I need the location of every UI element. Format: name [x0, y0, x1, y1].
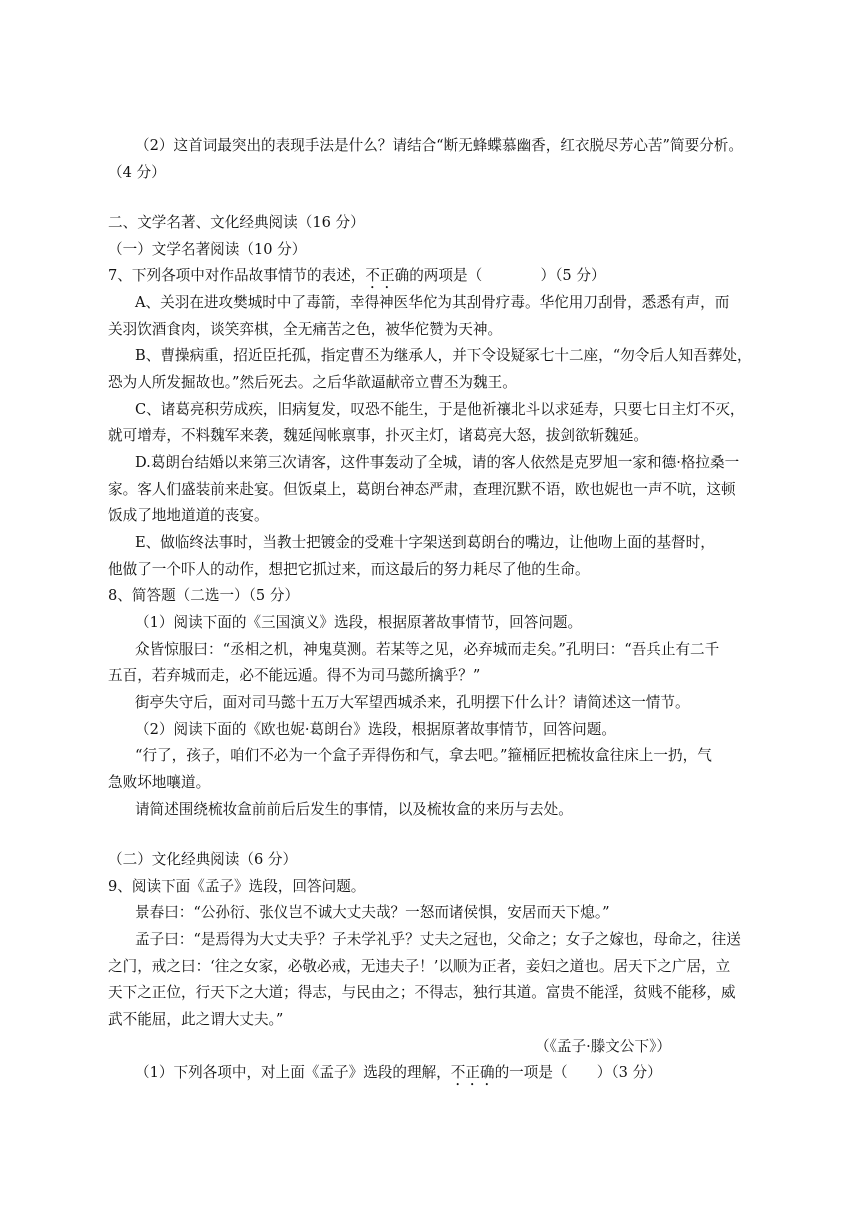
- q8-title: 8、简答题（二选一）（5 分）: [108, 587, 300, 604]
- q7-stem-a: 7、下列各项中对作品故事情节的表述，: [108, 267, 366, 284]
- q7-option-d-line1: D.葛朗台结婚以来第三次请客，这件事轰动了全城，请的客人依然是克罗旭一家和德·格拉桑一: [135, 454, 740, 471]
- q9-text-line5: 武不能屈，此之谓大丈夫。”: [108, 1011, 284, 1028]
- q9-source: （《孟子·滕文公下》）: [535, 1038, 671, 1055]
- q9-sub1-b: 的一项是（ ）（3 分）: [494, 1064, 662, 1081]
- section2-title: 二、文学名著、文化经典阅读（16 分）: [108, 214, 365, 231]
- q8-part1-question: 街亭失守后，面对司马懿十五万大军望西城杀来，孔明摆下什么计？请简述这一情节。: [135, 694, 690, 711]
- q6-sub2-line2: （4 分）: [108, 164, 166, 181]
- q7-option-c-line1: C、诸葛亮积劳成疾，旧病复发，叹恐不能生，于是他祈禳北斗以求延寿，只要七日主灯不灭，: [135, 401, 745, 418]
- q8-part2-intro: （2）阅读下面的《欧也妮·葛朗台》选段，根据原著故事情节，回答问题。: [135, 721, 616, 738]
- q8-part1-text-line2: 五百，若弃城而走，必不能远遁。得不为司马懿所擒乎？”: [108, 667, 481, 684]
- q7-option-b-line1: B、曹操病重，招近臣托孤，指定曹丕为继承人，并下令设疑冢七十二座，“勿令后人知吾葬处，: [135, 347, 752, 364]
- q7-option-e-line1: E、做临终法事时，当教士把镀金的受难十字架送到葛朗台的嘴边，让他吻上面的基督时，: [135, 534, 715, 551]
- q8-part2-text-line1: “行了，孩子，咱们不必为一个盒子弄得伤和气，拿去吧。”箍桶匠把梳妆盒往床上一扔，气: [135, 747, 712, 764]
- q9-sub1: [135, 1063, 756, 1089]
- q9-text-line2: 孟子曰：“是焉得为大丈夫乎？子未学礼乎？丈夫之冠也，父命之；女子之嫁也，母命之，往送: [135, 931, 741, 948]
- q8-part1-intro: （1）阅读下面的《三国演义》选段，根据原著故事情节，回答问题。: [135, 614, 583, 631]
- q8-part2-question: 请简述围绕梳妆盒前前后后发生的事情，以及梳妆盒的来历与去处。: [135, 801, 573, 818]
- part2-title: （二）文化经典阅读（6 分）: [108, 851, 298, 868]
- q7-option-e-line2: 他做了一个吓人的动作，想把它抓过来，而这最后的努力耗尽了他的生命。: [108, 561, 590, 578]
- q9-stem: 9、阅读下面《孟子》选段，回答问题。: [108, 878, 366, 895]
- q9-text-line4: 天下之正位，行天下之大道；得志，与民由之；不得志，独行其道。富贵不能淫，贫贱不能移，威: [108, 984, 736, 1001]
- q7-option-b-line2: 恐为人所发掘故也。”然后死去。之后华歆逼献帝立曹丕为魏王。: [108, 374, 517, 391]
- q7-stem: [108, 266, 756, 292]
- q8-part1-text-line1: 众皆惊服曰：“丞相之机，神鬼莫测。若某等之见，必弃城而走矣。”孔明曰：“吾兵止有二千: [135, 641, 720, 658]
- q7-stem-emphasis: 不正: [365, 267, 395, 284]
- q7-option-c-line2: 就可增寿，不料魏军来袭，魏延闯帐禀事，扑灭主灯，诸葛亮大怒，拔剑欲斩魏延。: [108, 427, 648, 444]
- q9-sub1-emphasis: 不正确: [450, 1064, 495, 1081]
- part1-title: （一）文学名著阅读（10 分）: [108, 241, 307, 258]
- q7-option-a-line2: 关羽饮酒食肉，谈笑弈棋，全无痛苦之色，被华佗赞为天神。: [108, 321, 503, 338]
- q6-sub2-line1: （2）这首词最突出的表现手法是什么？请结合“断无蜂蝶慕幽香，红衣脱尽芳心苦”简要分析。: [135, 137, 743, 154]
- q9-text-line3: 之门，戒之曰：‘往之女家，必敬必戒，无违夫子！’以顺为正者，妾妇之道也。居天下之广居，立: [108, 958, 731, 975]
- q9-sub1-a: （1）下列各项中，对上面《孟子》选段的理解，: [135, 1064, 451, 1081]
- q8-part2-text-line2: 急败坏地嚷道。: [108, 774, 211, 791]
- q7-stem-b: 确的两项是（ ）（5 分）: [394, 267, 606, 284]
- q9-text-line1: 景春曰：“公孙衍、张仪岂不诚大丈夫哉？一怒而诸侯惧，安居而天下熄。”: [135, 904, 610, 921]
- q7-option-d-line3: 饭成了地地道道的丧宴。: [108, 507, 269, 524]
- q7-option-d-line2: 家。客人们盛装前来赴宴。但饭桌上，葛朗台神态严肃，查理沉默不语，欧也妮也一声不吭，这顿: [108, 481, 736, 498]
- q7-option-a-line1: A、关羽在进攻樊城时中了毒箭，幸得神医华佗为其刮骨疗毒。华佗用刀刮骨，悉悉有声，而: [135, 294, 730, 311]
